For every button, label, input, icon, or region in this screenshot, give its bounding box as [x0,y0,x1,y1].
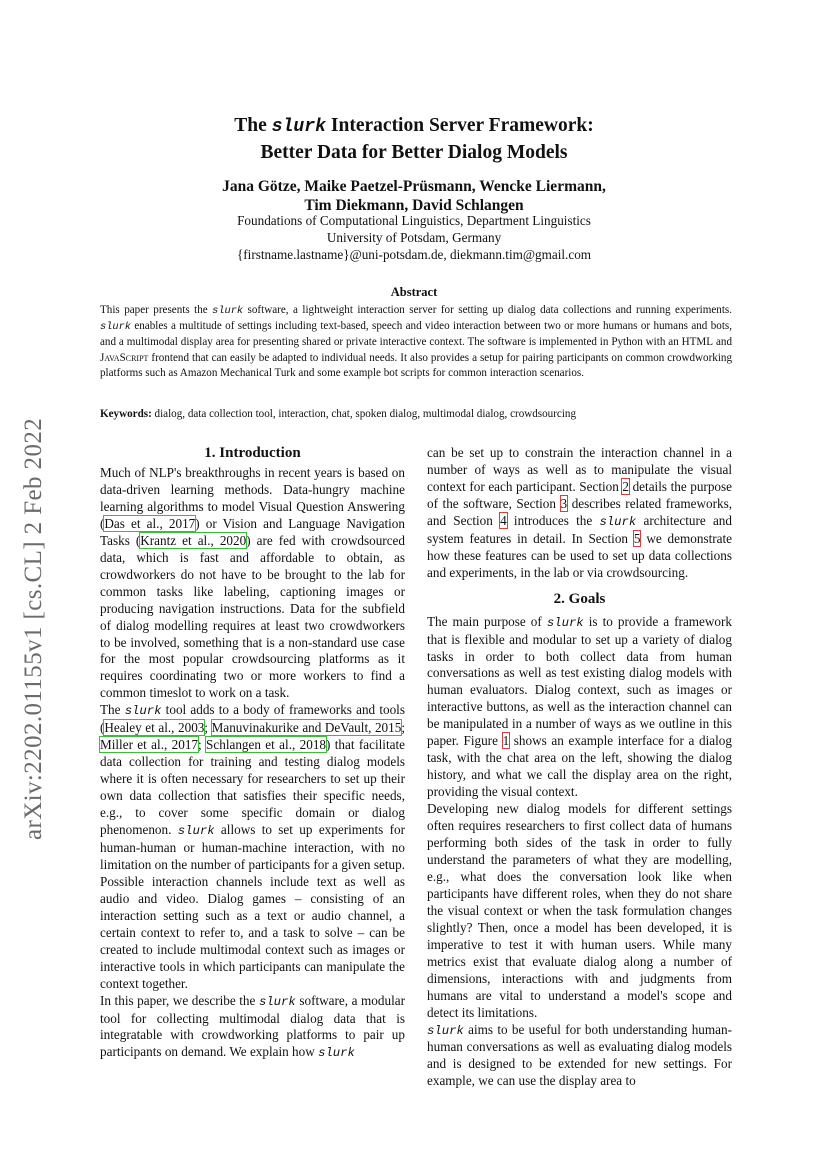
authors-line2: Tim Diekmann, David Schlangen [304,197,524,214]
title-software-name: slurk [271,117,327,137]
citation-link[interactable]: Krantz et al., 2020 [140,532,247,548]
author-list [0,177,828,215]
keywords-label: Keywords: [100,408,152,420]
abstract-body: This paper presents the slurk software, a lightweight interaction server for setting up dialog data collections and running experiments. slurk enables a multitude of settings including text-based, speech and video interaction between two or more humans or humans and bots, and a multimodal display area for presenting shared or private interactive context. The software is implemented in Python with an HTML and JavaScript frontend that can easily be adapted to individual needs. It also provides a setup for pairing participants on common crowdworking platforms such as Amazon Mechanical Turk and some example bot scripts for common interaction scenarios. [100,304,733,379]
section-ref-link[interactable]: 3 [560,495,568,511]
authors-line1: Jana Götze, Maike Paetzel-Prüsmann, Wencke Liermann, [222,178,606,195]
affil-emails: {firstname.lastname}@uni-potsdam.de, diekmann.tim@gmail.com [236,247,592,262]
citation-link[interactable]: Schlangen et al., 2018 [206,737,327,753]
affil-line1: Foundations of Computational Linguistics, Department Linguistics [237,213,591,228]
citation-link[interactable]: Healey et al., 2003 [104,720,205,736]
left-column [100,465,405,1062]
goals-paragraph-2: Developing new dialog models for different settings often requires researchers to first collect data of humans performing both sides of the task in order to fully understand the parameters of what they are modelling, e.g., what does the conversation look like when participants have different roles, when they do not share the visual context or when the task formulation changes slightly? Then, once a model has been developed, it is imperative to test it with human users. While many metrics exist that evaluate dialog along a number of dimensions, interactions with and judgments from humans are vital to understand a model's scope and detect its limitations. [427,801,732,1020]
citation-link[interactable]: Miller et al., 2017 [100,737,199,753]
goals-paragraph-1: The main purpose of slurk is to provide a framework that is flexible and modular to set up a variety of dialog tasks in order to both collect data from human conversations as well as test existing dialog models with human evaluators. Dialog context, such as images or interactive buttons, as well as the interaction channel can be manipulated in a number of ways as we outline in this paper. Figure 1 shows an example interface for a dialog task, with the chat area on the left, showing the dialog history, and what we call the display area on the right, providing the visual context. [427,613,733,800]
title-suffix: Interaction Server Framework: [326,115,594,136]
intro-paragraph-3: In this paper, we describe the slurk software, a modular tool for collecting multimodal dialog data that is integratable with crowdworking platforms to pair up participants on demand. We explain how slurk [100,992,405,1061]
right-column [427,445,732,1090]
citation-link[interactable]: Das et al., 2017 [104,515,196,531]
goals-paragraph-3: slurk aims to be useful for both understanding human-human conversations as well as evaluating dialog models and is designed to be extended for new settings. For example, we can use the display area to [427,1021,732,1089]
title-prefix: The [234,115,272,136]
affil-line2: University of Potsdam, Germany [326,230,502,245]
intro-paragraph-1: Much of NLP's breakthroughs in recent years is based on data-driven learning methods. Data-hungry machine learning algorithms to model Visual Question Answering (Das et al., 2017) or Vision and Language Navigation Tasks (Krantz et al., 2020) are fed with crowdsourced data, which is fast and affordable to obtain, as crowdworkers do not have to be brought to the lab for common tasks like labeling, captioning images or producing navigation instructions. Data for the subfield of dialog modelling requires at least two crowdworkers to be involved, something that is a non-standard use case for the most popular crowdsourcing platforms as it requires coordinating two or more workers to find a common timeslot to work on a task. [100,465,405,701]
citation-link[interactable]: Manuvinakurike and DeVault, 2015 [211,720,402,736]
section-heading-introduction: 1. Introduction [204,445,301,461]
keywords-text: dialog, data collection tool, interaction, chat, spoken dialog, multimodal dialog, crowdsourcing [151,408,576,420]
figure-ref-link[interactable]: 1 [502,733,510,749]
arxiv-stamp: arXiv:2202.01155v1 [cs.CL] 2 Feb 2022 [20,417,47,840]
section-ref-link[interactable]: 2 [622,478,630,494]
section-ref-link[interactable]: 5 [633,530,641,546]
section-heading-goals: 2. Goals [553,590,606,607]
abstract-heading: Abstract [390,285,438,299]
intro-paragraph-2: The slurk tool adds to a body of frameworks and tools (Healey et al., 2003; Manuvinakurike and DeVault, 2015; Miller et al., 2017; Schlangen et al., 2018) that facilitate data collection for training and testing dialog models where it is often necessary for researchers to set up their own data collection that satisfies their specific needs, e.g., to cover some specific domain or dialog phenomenon. slurk allows to set up experiments for human-human or human-machine interaction, with no limitation on the number of participants for a given setup. Possible interaction channels include text as well as audio and video. Dialog games – consisting of an interaction setting such as a text or audio channel, a certain context to refer to, and a task to solve – can be created to include multimodal context such as images or interactive tools in which participants can manipulate the context together. [100,702,406,991]
paper-title [0,113,828,165]
intro-paragraph-3-cont: can be set up to constrain the interaction channel in a number of ways as well as to manipulate the visual context for each participant. Section 2 details the purpose of the software, Section 3 describes related frameworks, and Section 4 introduces the slurk architecture and system features in detail. In Section 5 we demonstrate how these features can be used to set up data collections and experiments, in the lab or via crowdsourcing. [427,445,732,580]
keywords [100,408,740,420]
section-ref-link[interactable]: 4 [500,512,507,528]
title-line2: Better Data for Better Dialog Models [260,142,568,163]
affiliation [0,212,828,263]
